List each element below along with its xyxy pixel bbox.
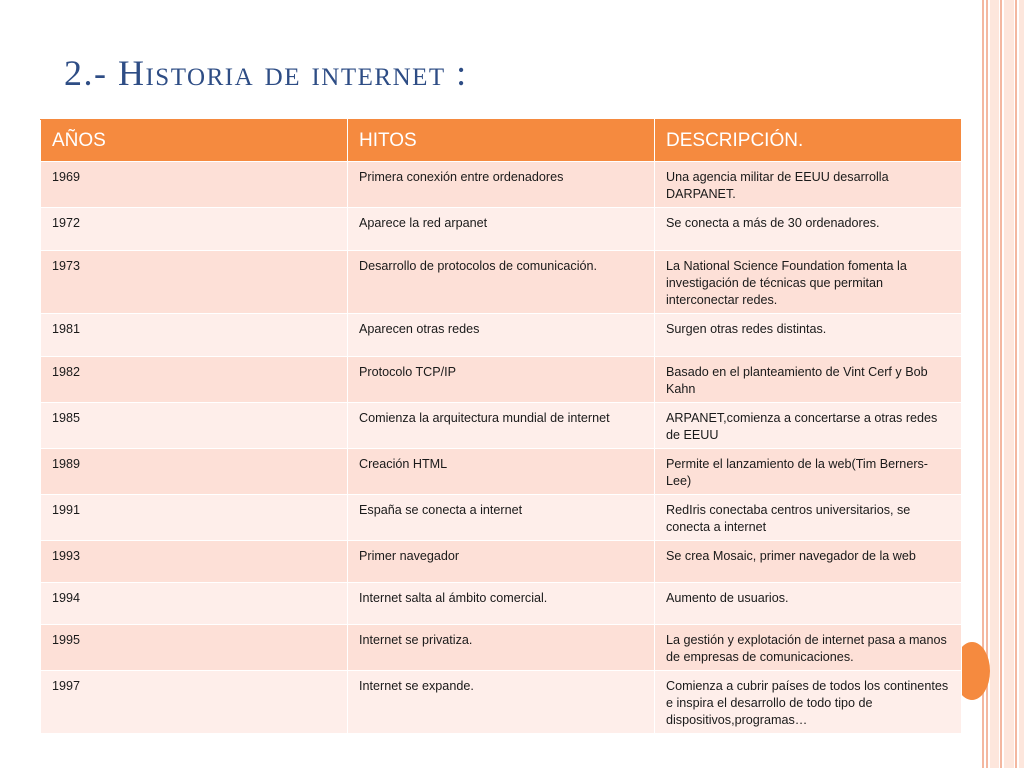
description-cell: ARPANET,comienza a concertarse a otras redes de EEUU (655, 403, 962, 449)
description-cell: Aumento de usuarios. (655, 583, 962, 625)
year-cell: 1981 (41, 314, 348, 357)
table-row (41, 671, 962, 734)
year-cell: 1989 (41, 449, 348, 495)
column-header-years: AÑOS (41, 120, 348, 162)
milestone-cell: España se conecta a internet (348, 495, 655, 541)
year-cell: 1997 (41, 671, 348, 734)
slide-title: 2.- Historia de internet : (64, 53, 468, 93)
description-cell: Basado en el planteamiento de Vint Cerf y Bob Kahn (655, 357, 962, 403)
column-header-description: DESCRIPCIÓN. (655, 120, 962, 162)
table-row (41, 314, 962, 357)
year-cell: 1995 (41, 625, 348, 671)
year-cell: 1993 (41, 541, 348, 583)
description-cell: Una agencia militar de EEUU desarrolla DARPANET. (655, 162, 962, 208)
milestone-cell: Primer navegador (348, 541, 655, 583)
milestone-cell: Internet salta al ámbito comercial. (348, 583, 655, 625)
description-cell: Comienza a cubrir países de todos los continentes e inspira el desarrollo de todo tipo de dispositivos,programas… (655, 671, 962, 734)
table-row (41, 208, 962, 251)
description-cell: Se crea Mosaic, primer navegador de la web (655, 541, 962, 583)
table-row (41, 357, 962, 403)
table-row (41, 583, 962, 625)
description-cell: RedIris conectaba centros universitarios, se conecta a internet (655, 495, 962, 541)
description-cell: La gestión y explotación de internet pasa a manos de empresas de comunicaciones. (655, 625, 962, 671)
stripe (1015, 0, 1017, 768)
table-row (41, 449, 962, 495)
year-cell: 1991 (41, 495, 348, 541)
year-cell: 1969 (41, 162, 348, 208)
milestone-cell: Comienza la arquitectura mundial de internet (348, 403, 655, 449)
milestone-cell: Creación HTML (348, 449, 655, 495)
year-cell: 1973 (41, 251, 348, 314)
description-cell: La National Science Foundation fomenta la investigación de técnicas que permitan interconectar redes. (655, 251, 962, 314)
milestone-cell: Protocolo TCP/IP (348, 357, 655, 403)
table-header-row (41, 120, 962, 162)
milestone-cell: Internet se expande. (348, 671, 655, 734)
description-cell: Se conecta a más de 30 ordenadores. (655, 208, 962, 251)
year-cell: 1982 (41, 357, 348, 403)
stripe (1019, 0, 1024, 768)
milestone-cell: Aparecen otras redes (348, 314, 655, 357)
year-cell: 1994 (41, 583, 348, 625)
table-row (41, 403, 962, 449)
stripe (990, 0, 999, 768)
milestone-cell: Desarrollo de protocolos de comunicación. (348, 251, 655, 314)
stripe (1004, 0, 1014, 768)
table-row (41, 625, 962, 671)
table-row (41, 162, 962, 208)
year-cell: 1985 (41, 403, 348, 449)
milestone-cell: Internet se privatiza. (348, 625, 655, 671)
description-cell: Surgen otras redes distintas. (655, 314, 962, 357)
milestone-cell: Aparece la red arpanet (348, 208, 655, 251)
table-row (41, 541, 962, 583)
history-table (40, 119, 962, 734)
column-header-milestones: HITOS (348, 120, 655, 162)
year-cell: 1972 (41, 208, 348, 251)
table-row (41, 251, 962, 314)
description-cell: Permite el lanzamiento de la web(Tim Berners-Lee) (655, 449, 962, 495)
milestone-cell: Primera conexión entre ordenadores (348, 162, 655, 208)
table-row (41, 495, 962, 541)
decorative-stripes (982, 0, 1024, 768)
stripe (1000, 0, 1002, 768)
